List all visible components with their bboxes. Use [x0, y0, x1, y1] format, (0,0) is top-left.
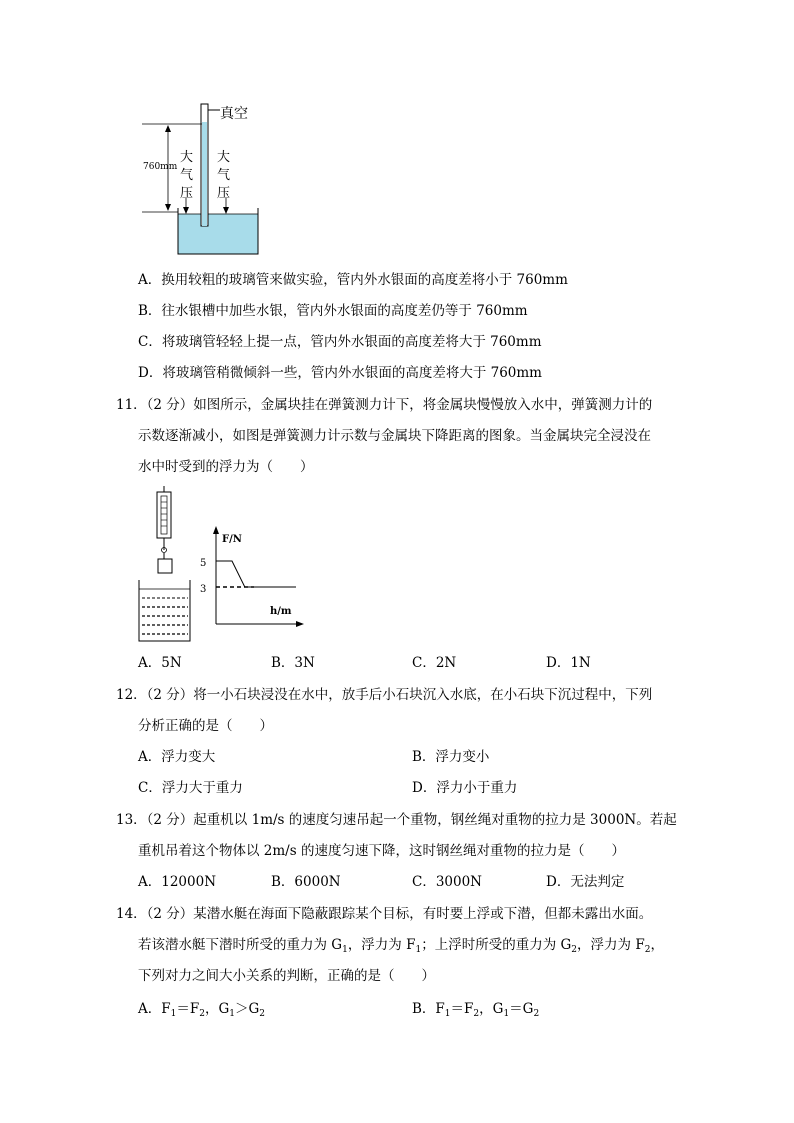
q14-optb-part-d: ＝G — [509, 1001, 534, 1017]
atm-right-1: 大 — [217, 150, 231, 165]
metal-block — [158, 559, 172, 573]
q14-opta-sub-2: 2 — [199, 1009, 205, 1019]
q14-stem-line-3: 下列对力之间大小关系的判断，正确的是（ ） — [138, 968, 435, 984]
q14-opta-part-d: ＞G — [235, 1001, 260, 1017]
q10-option-a: A．换用较粗的玻璃管来做实验，管内外水银面的高度差将小于 760mm — [138, 272, 568, 288]
q14-optb-sub-4: 2 — [533, 1009, 540, 1019]
atm-right-3: 压 — [217, 186, 231, 201]
q14-line2-part-e: ， — [650, 937, 664, 953]
q14-option-b — [412, 999, 539, 1024]
q14-line2-part-c: ；上浮时所受的重力为 G — [421, 937, 572, 953]
q14-stem-line-2 — [138, 935, 664, 960]
q13-option-a: A．12000N — [138, 874, 217, 890]
q13-stem-line-1: 13．（2 分）起重机以 1m/s 的速度匀速吊起一个重物，钢丝绳对重物的拉力是 3000N。若起 — [116, 812, 677, 828]
y-tick-5: 5 — [200, 558, 207, 569]
q14-line2-part-b: ，浮力为 F — [347, 937, 416, 953]
q14-line2-sub-1: 1 — [342, 945, 348, 955]
q14-optb-part-b: ＝F — [450, 1001, 474, 1017]
q11-option-b: B．3N — [271, 655, 315, 671]
y-axis-label: F/N — [222, 534, 242, 545]
y-tick-3: 3 — [200, 584, 207, 595]
q14-line2-sub-3: 2 — [571, 945, 578, 955]
q11-option-a: A．5N — [138, 655, 182, 671]
q14-optb-sub-1: 1 — [444, 1009, 451, 1019]
q14-optb-part-a: B．F — [412, 1001, 445, 1017]
q12-stem-line-1: 12．（2 分）将一小石块浸没在水中，放手后小石块沉入水底，在小石块下沉过程中，下列 — [116, 687, 653, 703]
force-height-chart — [196, 524, 308, 630]
q14-opta-sub-1: 1 — [170, 1009, 177, 1019]
q10-option-b: B．往水银槽中加些水银，管内外水银面的高度差仍等于 760mm — [138, 303, 528, 319]
q12-option-c: C．浮力大于重力 — [138, 780, 243, 796]
height-label: 760mm — [143, 162, 178, 172]
q11-stem-line-2: 示数逐渐减小，如图是弹簧测力计示数与金属块下降距离的图象。当金属块完全浸没在 — [138, 428, 651, 444]
atm-left-2: 气 — [180, 168, 194, 183]
q14-opta-sub-3: 1 — [229, 1009, 235, 1019]
q12-option-a: A．浮力变大 — [138, 749, 216, 765]
q14-opta-part-b: ＝F — [176, 1001, 200, 1017]
q14-optb-sub-2: 2 — [473, 1009, 480, 1019]
q13-stem-line-2: 重机吊着这个物体以 2m/s 的速度匀速下降，这时钢丝绳对重物的拉力是（ ） — [138, 843, 625, 859]
q14-line2-sub-2: 1 — [415, 945, 422, 955]
q14-opta-sub-4: 2 — [259, 1009, 266, 1019]
q10-option-c: C．将玻璃管轻轻上提一点，管内外水银面的高度差将大于 760mm — [138, 334, 542, 350]
q14-stem-line-1: 14．（2 分）某潜水艇在海面下隐蔽跟踪某个目标，有时要上浮或下潜，但都未露出水面。 — [116, 906, 653, 922]
q13-option-d: D．无法判定 — [546, 874, 625, 890]
vacuum-label: 真空 — [220, 106, 248, 122]
q13-option-b: B．6000N — [271, 874, 341, 890]
q11-option-d: D．1N — [546, 655, 591, 671]
atm-left-1: 大 — [180, 150, 194, 165]
q11-stem-line-3: 水中时受到的浮力为（ ） — [138, 459, 314, 475]
q14-line2-part-d: ，浮力为 F — [577, 937, 645, 953]
q11-stem-line-1: 11．（2 分）如图所示，金属块挂在弹簧测力计下，将金属块慢慢放入水中，弹簧测力计的 — [116, 397, 653, 413]
q10-option-d: D．将玻璃管稍微倾斜一些，管内外水银面的高度差将大于 760mm — [138, 365, 542, 381]
force-series-line — [216, 561, 296, 587]
q13-option-c: C．3000N — [412, 874, 482, 890]
q14-line2-part-a: 若该潜水艇下潜时所受的重力为 G — [138, 937, 343, 953]
q14-option-a — [138, 999, 265, 1024]
q14-optb-sub-3: 1 — [503, 1009, 510, 1019]
atm-left-3: 压 — [180, 186, 194, 201]
torricelli-figure — [140, 98, 280, 260]
x-axis-label: h/m — [270, 606, 292, 617]
q14-opta-part-a: A．F — [138, 1001, 171, 1017]
q14-optb-part-c: ，G — [479, 1001, 504, 1017]
q12-option-d: D．浮力小于重力 — [412, 780, 518, 796]
spring-scale-figure — [136, 486, 196, 644]
q14-line2-sub-4: 2 — [644, 945, 651, 955]
spring-scale — [157, 492, 171, 538]
q11-option-c: C．2N — [412, 655, 457, 671]
q12-option-b: B．浮力变小 — [412, 749, 490, 765]
q12-stem-line-2: 分析正确的是（ ） — [138, 718, 273, 734]
mercury-trough-liquid — [178, 214, 258, 254]
q14-opta-part-c: ，G — [204, 1001, 230, 1017]
atm-right-2: 气 — [217, 168, 231, 183]
